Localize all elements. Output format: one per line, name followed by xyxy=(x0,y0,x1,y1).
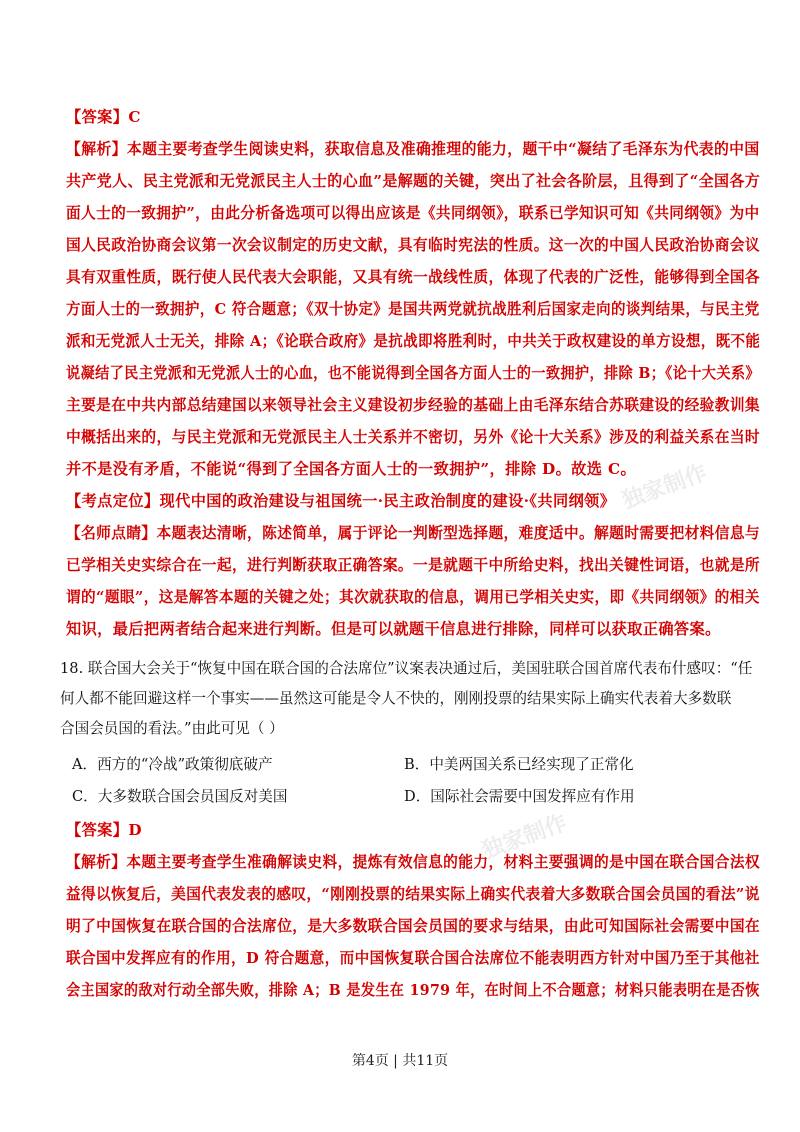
answer-label: 【答案】D xyxy=(66,821,142,839)
teacher-note-line: 知识，最后把两者结合起来进行判断。但是可以就题干信息进行排除，同样可以获取正确答案。 xyxy=(66,620,721,638)
analysis-line: 主要是在中共内部总结建国以来领导社会主义建设初步经验的基础上由毛泽东结合苏联建设的经验教训集 xyxy=(66,396,761,414)
analysis-line: 明了中国恢复在联合国的合法席位，是大多数联合国会员国的要求与结果，由此可知国际社会需要中国在 xyxy=(66,917,761,935)
analysis-line: 【解析】本题主要考查学生阅读史料，获取信息及准确推理的能力，题干中“凝结了毛泽东为代表的中国 xyxy=(66,140,760,158)
option-b: B．中美两国关系已经实现了正常化 xyxy=(404,756,634,773)
analysis-line: 共产党人、民主党派和无党派民主人士的心血”是解题的关键，突出了社会各阶层，且得到了“全国各方 xyxy=(66,172,761,190)
page-footer: 第4页 | 共11页 xyxy=(351,1053,449,1069)
analysis-line: 联合国中发挥应有的作用，D 符合题意，而中国恢复联合国合法席位不能表明西方针对中国乃至于其他社 xyxy=(66,949,760,967)
question-stem: 18. 联合国大会关于“恢复中国在联合国的合法席位”议案表决通过后，美国驻联合国首席代表布什感叹：“任 xyxy=(60,660,753,677)
watermark: 独家制作 xyxy=(618,459,711,515)
knowledge-point: 【考点定位】现代中国的政治建设与祖国统一·民主政治制度的建设·《共同纲领》 xyxy=(66,492,616,510)
analysis-line: 面人士的一致拥护”，由此分析备选项可以得出应该是《共同纲领》，联系已学知识可知《共同纲领》为中 xyxy=(66,204,760,222)
teacher-note-line: 已学相关史实综合在一起，进行判断获取正确答案。一是就题干中所给史料，找出关键性词语，也就是所 xyxy=(66,556,761,574)
analysis-line: 方面人士的一致拥护，C 符合题意；《双十协定》是国共两党就抗战胜利后国家走向的谈判结果，与民主党 xyxy=(66,300,760,318)
analysis-line: 说凝结了民主党派和无党派人士的心血，也不能说得到全国各方面人士的一致拥护，排除 B；《论十大关系》 xyxy=(66,364,760,382)
analysis-line: 益得以恢复后，美国代表发表的感叹，“刚刚投票的结果实际上确实代表着大多数联合国会员国的看法”说 xyxy=(66,885,760,903)
analysis-line: 会主国家的敌对行动全部失败，排除 A；B 是发生在 1979 年，在时间上不合题意；材料只能表明在是否恢 xyxy=(66,981,760,999)
answer-label: 【答案】C xyxy=(66,108,141,126)
analysis-line: 国人民政治协商会议第一次会议制定的历史文献，具有临时宪法的性质。这一次的中国人民政治协商会议 xyxy=(66,236,761,254)
analysis-line: 【解析】本题主要考查学生准确解读史料，提炼有效信息的能力，材料主要强调的是中国在联合国合法权 xyxy=(66,853,761,871)
teacher-note-line: 【名师点睛】本题表达清晰，陈述简单，属于评论一判断型选择题，难度适中。解题时需要把材料信息与 xyxy=(66,524,761,542)
watermark: 独家制作 xyxy=(478,809,571,865)
analysis-line: 派和无党派人士无关，排除 A；《论联合政府》是抗战即将胜利时，中共关于政权建设的单方设想，既不能 xyxy=(66,332,761,350)
question-stem: 何人都不能回避这样一个事实——虽然这可能是令人不快的，刚刚投票的结果实际上确实代表着大多数联 xyxy=(60,690,732,707)
option-a: A．西方的“冷战”政策彻底破产 xyxy=(72,756,273,773)
question-stem: 合国会员国的看法。”由此可见（ ） xyxy=(60,720,284,737)
analysis-line: 具有双重性质，既行使人民代表大会职能，又具有统一战线性质，体现了代表的广泛性，能够得到全国各 xyxy=(66,268,761,286)
option-c: C．大多数联合国会员国反对美国 xyxy=(72,788,288,805)
analysis-line: 并不是没有矛盾，不能说“得到了全国各方面人士的一致拥护”，排除 D。故选 C。 xyxy=(66,460,637,478)
teacher-note-line: 谓的“题眼”，这是解答本题的关键之处；其次就获取的信息，调用已学相关史实，即《共同纲领》的相关 xyxy=(66,588,760,606)
option-d: D．国际社会需要中国发挥应有作用 xyxy=(404,788,635,805)
analysis-line: 中概括出来的，与民主党派和无党派民主人士关系并不密切，另外《论十大关系》涉及的利益关系在当时 xyxy=(66,428,761,446)
